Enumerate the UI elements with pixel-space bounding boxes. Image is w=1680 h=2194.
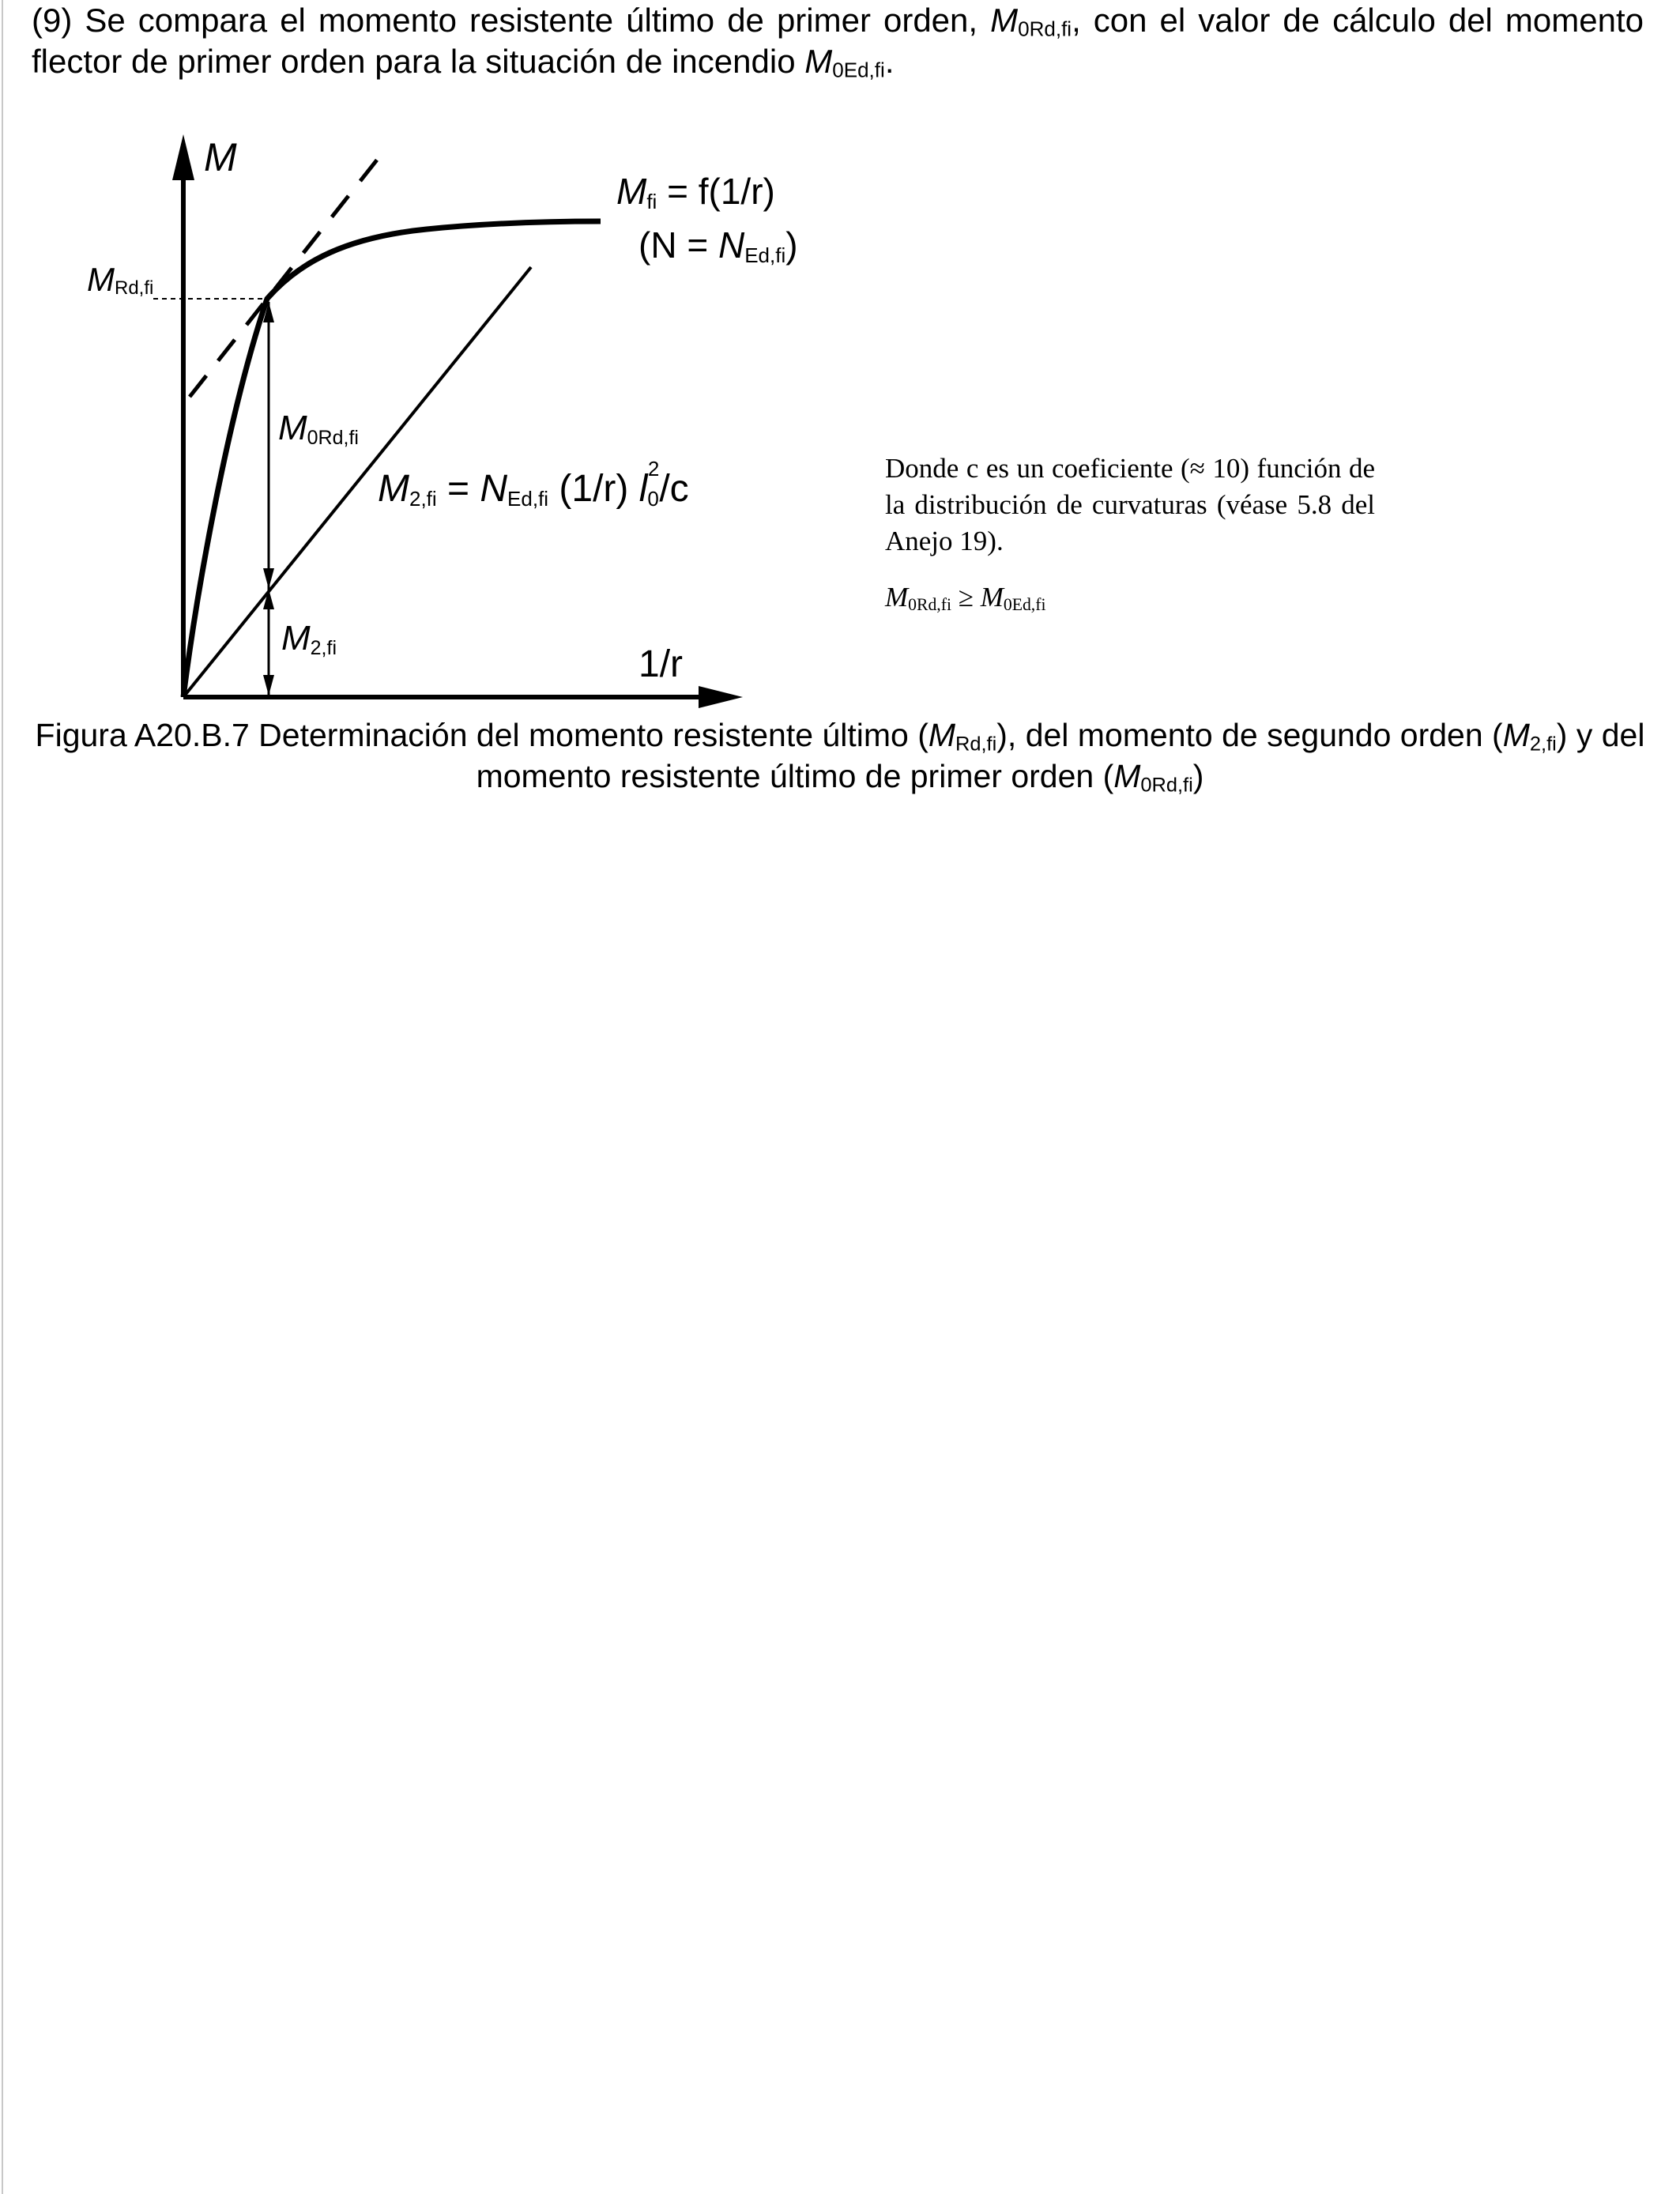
side-inequality (885, 582, 1045, 613)
mrd-label-sub: Rd,fi (115, 277, 154, 299)
caption-text-4: ) (1192, 758, 1204, 794)
dim-arrow-mid-up (263, 589, 274, 609)
x-axis-arrowhead (699, 686, 743, 708)
curve-label-m: M (616, 171, 647, 212)
caption-symbol-m0rd: M (1113, 758, 1141, 794)
intro-symbol-m0rd: M (990, 2, 1019, 39)
ineq-rhs-sub: 0Ed,fi (1003, 594, 1046, 614)
caption-symbol-m0rd-sub: 0Rd,fi (1140, 774, 1193, 797)
curve-label-sub: fi (646, 190, 657, 213)
caption-text-2: ), del momento de segundo orden ( (996, 717, 1503, 753)
ineq-lhs-sub: 0Rd,fi (908, 594, 951, 614)
line-eq-mid: (1/r) (548, 468, 639, 510)
m2-label-sub: 2,fi (310, 637, 337, 659)
ineq-operator: ≥ (951, 582, 981, 613)
line-equation (378, 457, 689, 511)
side-note: Donde c es un coeficiente (≈ 10) función de la distribución de curvaturas (véase 5.8 del Anejo 19). (885, 453, 1375, 556)
figure-caption (32, 714, 1648, 797)
resistance-curve (183, 221, 601, 697)
caption-text-3: ) y del momento resistente último de primer orden ( (476, 717, 1645, 794)
curve-cond-n: N (718, 224, 745, 266)
caption-symbol-m2-sub: 2,fi (1529, 733, 1557, 756)
curve-condition (638, 224, 798, 267)
m2-label (281, 619, 337, 659)
curve-cond-sub: Ed,fi (744, 243, 786, 267)
intro-symbol-m0ed: M (804, 43, 833, 80)
curve-label (616, 171, 775, 213)
line-eq-n: N (480, 468, 508, 510)
caption-symbol-mrd: M (928, 717, 956, 753)
caption-text-1: Figura A20.B.7 Determinación del momento resistente último ( (35, 717, 929, 753)
m2-label-m: M (281, 619, 311, 658)
curve-label-rest: = f(1/r) (657, 171, 775, 212)
intro-symbol-m0ed-sub: 0Ed,fi (832, 58, 885, 82)
mrd-label-m: M (87, 261, 115, 298)
line-eq-equals: = (436, 468, 480, 510)
line-eq-m-sub: 2,fi (409, 487, 437, 511)
line-eq-l-sup: 2 (647, 457, 660, 481)
caption-symbol-m2: M (1502, 717, 1530, 753)
line-eq-l-sub: 0 (647, 487, 659, 511)
ineq-lhs: M (885, 582, 909, 613)
intro-symbol-m0rd-sub: 0Rd,fi (1018, 17, 1072, 41)
curve-cond-open: (N = (638, 224, 718, 266)
line-eq-l: l (638, 468, 648, 510)
y-axis-arrowhead (172, 134, 194, 180)
dim-arrow-bottom (263, 675, 274, 696)
line-eq-m: M (378, 468, 409, 510)
intro-text-3: . (884, 43, 895, 80)
x-axis-label: 1/r (638, 643, 684, 685)
line-eq-end: /c (659, 468, 689, 510)
m0rd-label-m: M (278, 409, 307, 447)
tangent-dashed-line (190, 155, 381, 397)
moment-curvature-diagram (0, 0, 1680, 806)
caption-symbol-mrd-sub: Rd,fi (955, 733, 997, 756)
ineq-rhs: M (980, 582, 1004, 613)
mrd-label (87, 261, 153, 299)
y-axis-label: M (204, 135, 237, 179)
intro-text-1: (9) Se compara el momento resistente último de primer orden, (32, 2, 991, 39)
curve-cond-close: ) (785, 224, 798, 266)
intro-text-2: , con el valor de cálculo del momento flector de primer orden para la situación de incendio (32, 2, 1644, 80)
m0rd-label (278, 409, 359, 449)
m0rd-label-sub: 0Rd,fi (307, 427, 359, 449)
line-eq-n-sub: Ed,fi (507, 487, 549, 511)
